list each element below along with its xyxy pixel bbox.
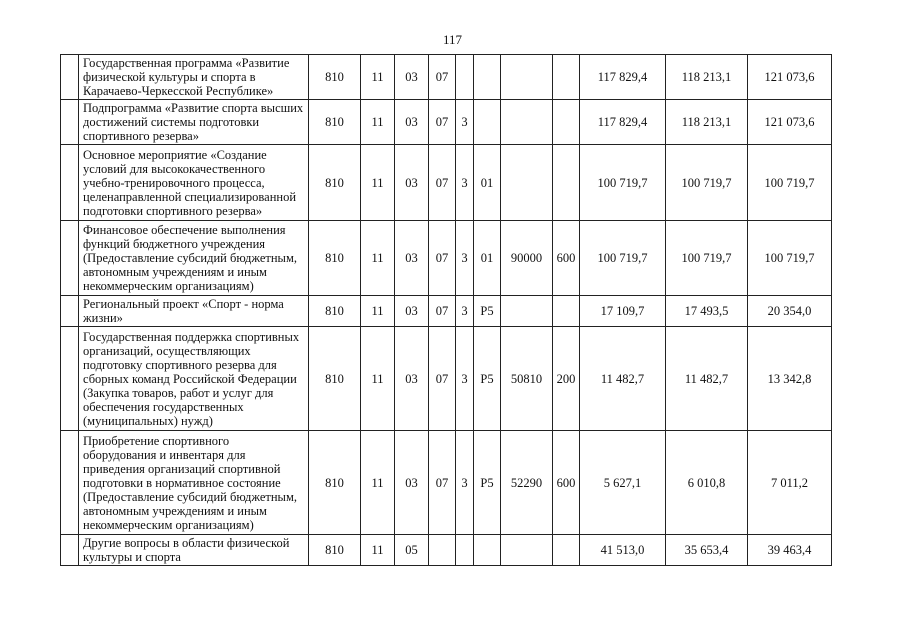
ministry-code-cell: 810 bbox=[309, 296, 361, 327]
amount-year2-cell: 17 493,5 bbox=[666, 296, 748, 327]
expense-type-cell: 200 bbox=[553, 327, 580, 431]
amount-year1-cell: 5 627,1 bbox=[580, 431, 666, 535]
row-margin-cell bbox=[61, 327, 79, 431]
section-code-cell: 11 bbox=[361, 55, 395, 100]
subprogram-code-cell: 3 bbox=[456, 145, 474, 221]
amount-year2-cell: 35 653,4 bbox=[666, 535, 748, 566]
table-row bbox=[61, 100, 832, 145]
row-margin-cell bbox=[61, 431, 79, 535]
amount-year2-cell: 100 719,7 bbox=[666, 221, 748, 296]
amount-year1-cell: 41 513,0 bbox=[580, 535, 666, 566]
section-code-cell: 11 bbox=[361, 145, 395, 221]
subsection-code-cell: 05 bbox=[395, 535, 429, 566]
subsection-code-cell: 03 bbox=[395, 296, 429, 327]
amount-year2-cell: 6 010,8 bbox=[666, 431, 748, 535]
event-code-cell: 01 bbox=[474, 145, 501, 221]
table-row bbox=[61, 327, 832, 431]
row-margin-cell bbox=[61, 296, 79, 327]
budget-table bbox=[60, 54, 832, 566]
amount-year3-cell: 100 719,7 bbox=[748, 145, 832, 221]
ministry-code-cell: 810 bbox=[309, 145, 361, 221]
expense-type-cell bbox=[553, 535, 580, 566]
row-margin-cell bbox=[61, 55, 79, 100]
direction-code-cell: 50810 bbox=[501, 327, 553, 431]
event-code-cell: P5 bbox=[474, 431, 501, 535]
ministry-code-cell: 810 bbox=[309, 535, 361, 566]
section-code-cell: 11 bbox=[361, 221, 395, 296]
subsection-code-cell: 03 bbox=[395, 431, 429, 535]
amount-year1-cell: 17 109,7 bbox=[580, 296, 666, 327]
subprogram-code-cell: 3 bbox=[456, 296, 474, 327]
event-code-cell: P5 bbox=[474, 296, 501, 327]
amount-year1-cell: 117 829,4 bbox=[580, 100, 666, 145]
item-name-cell: Финансовое обеспечение выполнения функций бюджетного учреждения (Предоставление субсидий бюджетным, автономным учреждениям и иным некоммерческим организациям) bbox=[79, 221, 309, 296]
item-name-cell: Другие вопросы в области физической культуры и спорта bbox=[79, 535, 309, 566]
subsection-code-cell: 03 bbox=[395, 145, 429, 221]
amount-year1-cell: 117 829,4 bbox=[580, 55, 666, 100]
row-margin-cell bbox=[61, 100, 79, 145]
table-row bbox=[61, 431, 832, 535]
table-row bbox=[61, 55, 832, 100]
direction-code-cell bbox=[501, 55, 553, 100]
subsection-code-cell: 03 bbox=[395, 55, 429, 100]
amount-year3-cell: 20 354,0 bbox=[748, 296, 832, 327]
direction-code-cell bbox=[501, 296, 553, 327]
row-margin-cell bbox=[61, 221, 79, 296]
ministry-code-cell: 810 bbox=[309, 55, 361, 100]
table-row bbox=[61, 145, 832, 221]
item-name-cell: Государственная поддержка спортивных организаций, осуществляющих подготовку спортивного резерва для сборных команд Российской Федерации (Закупка товаров, работ и услуг для обеспечения государственных (муниципальных) нужд) bbox=[79, 327, 309, 431]
expense-type-cell: 600 bbox=[553, 221, 580, 296]
event-code-cell bbox=[474, 55, 501, 100]
direction-code-cell: 90000 bbox=[501, 221, 553, 296]
amount-year1-cell: 11 482,7 bbox=[580, 327, 666, 431]
subprogram-code-cell: 3 bbox=[456, 221, 474, 296]
subsection-code-cell: 03 bbox=[395, 100, 429, 145]
ministry-code-cell: 810 bbox=[309, 431, 361, 535]
ministry-code-cell: 810 bbox=[309, 327, 361, 431]
section-code-cell: 11 bbox=[361, 327, 395, 431]
amount-year2-cell: 100 719,7 bbox=[666, 145, 748, 221]
direction-code-cell: 52290 bbox=[501, 431, 553, 535]
amount-year2-cell: 118 213,1 bbox=[666, 55, 748, 100]
amount-year3-cell: 121 073,6 bbox=[748, 100, 832, 145]
program-code-cell: 07 bbox=[429, 221, 456, 296]
expense-type-cell bbox=[553, 296, 580, 327]
subsection-code-cell: 03 bbox=[395, 327, 429, 431]
amount-year2-cell: 118 213,1 bbox=[666, 100, 748, 145]
subprogram-code-cell: 3 bbox=[456, 100, 474, 145]
page-number: 117 bbox=[442, 32, 463, 47]
amount-year3-cell: 39 463,4 bbox=[748, 535, 832, 566]
amount-year3-cell: 100 719,7 bbox=[748, 221, 832, 296]
item-name-cell: Основное мероприятие «Создание условий для высококачественного учебно-тренировочного процесса, целенаправленной специализированной подготовки спортивного резерва» bbox=[79, 145, 309, 221]
amount-year3-cell: 121 073,6 bbox=[748, 55, 832, 100]
amount-year1-cell: 100 719,7 bbox=[580, 221, 666, 296]
event-code-cell bbox=[474, 100, 501, 145]
event-code-cell: P5 bbox=[474, 327, 501, 431]
direction-code-cell bbox=[501, 100, 553, 145]
expense-type-cell bbox=[553, 55, 580, 100]
subprogram-code-cell bbox=[456, 535, 474, 566]
expense-type-cell bbox=[553, 145, 580, 221]
section-code-cell: 11 bbox=[361, 535, 395, 566]
ministry-code-cell: 810 bbox=[309, 100, 361, 145]
program-code-cell: 07 bbox=[429, 296, 456, 327]
expense-type-cell: 600 bbox=[553, 431, 580, 535]
direction-code-cell bbox=[501, 535, 553, 566]
amount-year3-cell: 7 011,2 bbox=[748, 431, 832, 535]
subprogram-code-cell: 3 bbox=[456, 327, 474, 431]
event-code-cell: 01 bbox=[474, 221, 501, 296]
program-code-cell bbox=[429, 535, 456, 566]
item-name-cell: Подпрограмма «Развитие спорта высших достижений системы подготовки спортивного резерва» bbox=[79, 100, 309, 145]
table-row bbox=[61, 296, 832, 327]
item-name-cell: Государственная программа «Развитие физической культуры и спорта в Карачаево-Черкесской Республике» bbox=[79, 55, 309, 100]
program-code-cell: 07 bbox=[429, 431, 456, 535]
amount-year2-cell: 11 482,7 bbox=[666, 327, 748, 431]
direction-code-cell bbox=[501, 145, 553, 221]
amount-year3-cell: 13 342,8 bbox=[748, 327, 832, 431]
section-code-cell: 11 bbox=[361, 431, 395, 535]
program-code-cell: 07 bbox=[429, 145, 456, 221]
section-code-cell: 11 bbox=[361, 100, 395, 145]
subprogram-code-cell bbox=[456, 55, 474, 100]
ministry-code-cell: 810 bbox=[309, 221, 361, 296]
program-code-cell: 07 bbox=[429, 100, 456, 145]
expense-type-cell bbox=[553, 100, 580, 145]
program-code-cell: 07 bbox=[429, 55, 456, 100]
row-margin-cell bbox=[61, 535, 79, 566]
row-margin-cell bbox=[61, 145, 79, 221]
amount-year1-cell: 100 719,7 bbox=[580, 145, 666, 221]
item-name-cell: Региональный проект «Спорт - норма жизни» bbox=[79, 296, 309, 327]
table-row bbox=[61, 221, 832, 296]
item-name-cell: Приобретение спортивного оборудования и инвентаря для приведения организаций спортивной подготовки в нормативное состояние (Предоставление субсидий бюджетным, автономным учреждениям и иным некоммерческим организациям) bbox=[79, 431, 309, 535]
section-code-cell: 11 bbox=[361, 296, 395, 327]
event-code-cell bbox=[474, 535, 501, 566]
program-code-cell: 07 bbox=[429, 327, 456, 431]
subprogram-code-cell: 3 bbox=[456, 431, 474, 535]
subsection-code-cell: 03 bbox=[395, 221, 429, 296]
table-row bbox=[61, 535, 832, 566]
